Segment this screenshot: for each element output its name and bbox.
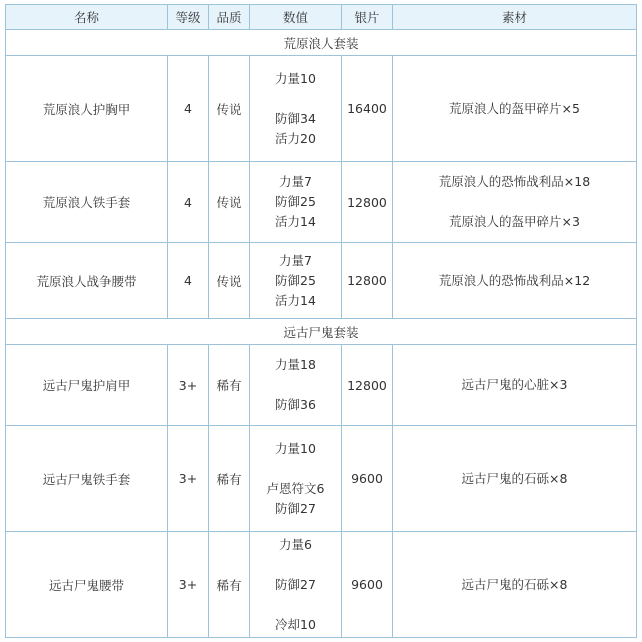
stat-line: 力量10	[275, 70, 316, 86]
item-materials	[393, 162, 637, 243]
item-stats	[250, 345, 342, 426]
item-name: 荒原浪人护胸甲	[6, 56, 168, 162]
item-name: 远古尸鬼铁手套	[6, 426, 168, 532]
table-body	[6, 30, 637, 638]
item-level: 4	[168, 56, 209, 162]
item-level: 3+	[168, 426, 209, 532]
item-silver: 9600	[342, 532, 393, 638]
item-silver: 12800	[342, 243, 393, 319]
stat-line	[250, 89, 341, 109]
section-row	[6, 319, 637, 345]
table-row	[6, 243, 637, 319]
stat-line	[250, 375, 341, 395]
stat-line: 卢恩符文6	[266, 480, 325, 496]
material-line: 荒原浪人的盔甲碎片×5	[449, 100, 580, 116]
item-name: 远古尸鬼腰带	[6, 532, 168, 638]
header-row	[6, 5, 637, 30]
section-title: 荒原浪人套装	[6, 30, 637, 56]
header-name: 名称	[6, 5, 168, 30]
item-quality: 稀有	[209, 532, 250, 638]
item-stats	[250, 243, 342, 319]
stat-line	[250, 459, 341, 479]
header-silver: 银片	[342, 5, 393, 30]
stat-line: 防御27	[275, 500, 316, 516]
stat-line: 活力14	[275, 292, 316, 308]
stat-line: 冷却10	[275, 616, 316, 632]
table-row	[6, 345, 637, 426]
item-materials	[393, 532, 637, 638]
item-stats	[250, 532, 342, 638]
table-row	[6, 162, 637, 243]
header-quality: 品质	[209, 5, 250, 30]
stat-line: 防御25	[275, 194, 316, 209]
item-stats	[250, 162, 342, 243]
material-line: 荒原浪人的恐怖战利品×12	[438, 272, 591, 288]
material-line: 远古尸鬼的石砾×8	[461, 470, 568, 486]
item-materials	[393, 243, 637, 319]
item-level: 4	[168, 243, 209, 319]
stat-line: 力量10	[275, 440, 316, 456]
item-quality: 稀有	[209, 345, 250, 426]
item-silver: 16400	[342, 56, 393, 162]
header-stats: 数值	[250, 5, 342, 30]
item-quality: 传说	[209, 243, 250, 319]
stat-line: 力量7	[279, 252, 312, 268]
table-row	[6, 56, 637, 162]
item-materials	[393, 345, 637, 426]
stat-line: 防御25	[275, 272, 316, 288]
table-row	[6, 426, 637, 532]
material-line	[393, 192, 636, 212]
stat-line: 活力14	[275, 214, 316, 229]
stat-line: 防御27	[275, 576, 316, 592]
item-materials	[393, 56, 637, 162]
item-level: 3+	[168, 345, 209, 426]
material-line: 远古尸鬼的石砾×8	[461, 576, 568, 592]
material-line: 荒原浪人的恐怖战利品×18	[438, 174, 591, 189]
material-line: 远古尸鬼的心脏×3	[461, 377, 568, 392]
stat-line: 力量18	[275, 357, 316, 372]
header-materials: 素材	[393, 5, 637, 30]
item-quality: 稀有	[209, 426, 250, 532]
stat-line: 活力20	[275, 130, 316, 146]
equipment-table	[5, 4, 637, 638]
item-name: 荒原浪人铁手套	[6, 162, 168, 243]
stat-line	[250, 595, 341, 615]
item-silver: 9600	[342, 426, 393, 532]
section-title: 远古尸鬼套装	[6, 319, 637, 345]
stat-line: 力量7	[279, 174, 312, 189]
item-level: 4	[168, 162, 209, 243]
item-quality: 传说	[209, 162, 250, 243]
item-name: 远古尸鬼护肩甲	[6, 345, 168, 426]
item-quality: 传说	[209, 56, 250, 162]
header-level: 等级	[168, 5, 209, 30]
item-stats	[250, 426, 342, 532]
material-line: 荒原浪人的盔甲碎片×3	[449, 214, 580, 229]
item-materials	[393, 426, 637, 532]
item-name: 荒原浪人战争腰带	[6, 243, 168, 319]
stat-line: 防御34	[275, 110, 316, 126]
item-silver: 12800	[342, 162, 393, 243]
stat-line: 防御36	[275, 397, 316, 412]
item-level: 3+	[168, 532, 209, 638]
stat-line: 力量6	[279, 536, 312, 552]
item-stats	[250, 56, 342, 162]
item-silver: 12800	[342, 345, 393, 426]
table-row	[6, 532, 637, 638]
section-row	[6, 30, 637, 56]
stat-line	[250, 555, 341, 575]
